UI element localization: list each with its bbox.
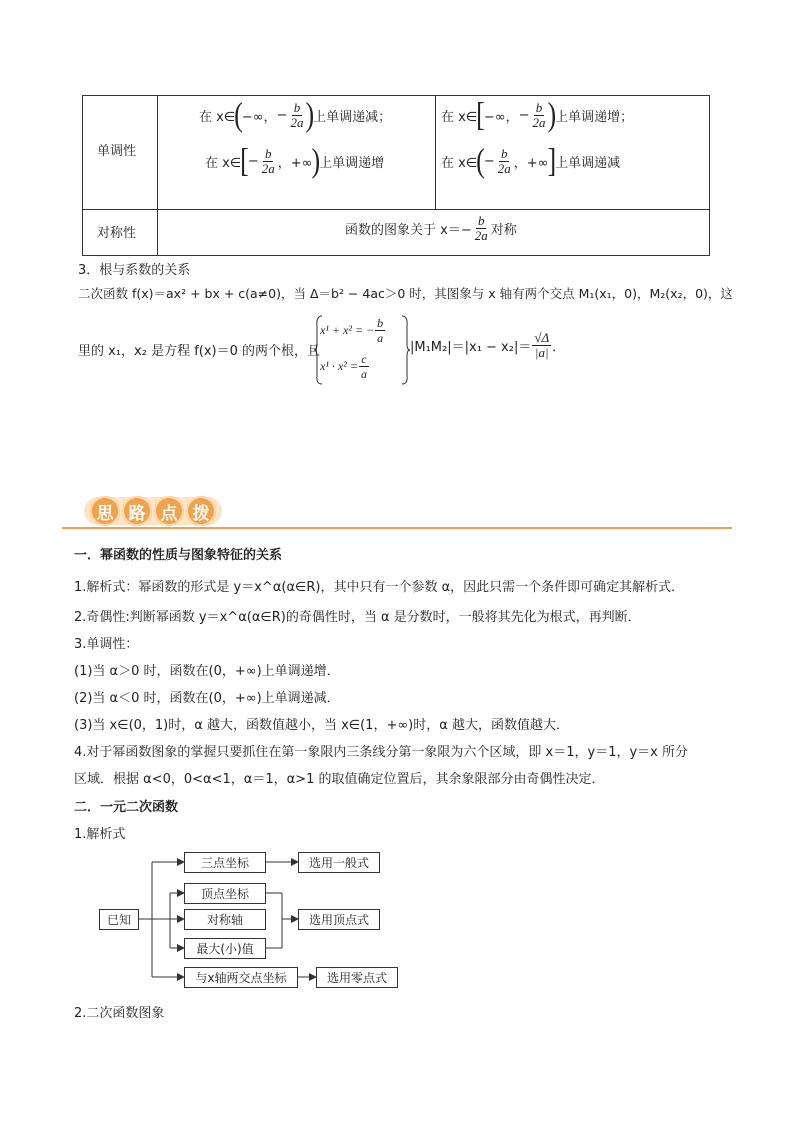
minus-sign: − bbox=[483, 153, 495, 169]
part1-p3c: (3)当 x∈(0，1)时，α 越大，函数值越小，当 x∈(1，+∞)时，α 越大，函数值越大． bbox=[74, 718, 569, 733]
part1-p3a: (1)当 α＞0 时，函数在(0，+∞)上单调递增． bbox=[74, 664, 340, 679]
section3-line2-prefix: 里的 x₁，x₂ 是方程 f(x)＝0 的两个根，且 bbox=[78, 344, 321, 359]
bracket-open: [ bbox=[476, 95, 485, 134]
flow-axis: 对称轴 bbox=[184, 909, 266, 930]
symmetry-prefix: 函数的图象关于 x＝− bbox=[345, 223, 472, 238]
mono-aneg-2-prefix: 在 x∈ bbox=[441, 155, 478, 171]
mono-aneg-2-interval: ，+∞ bbox=[513, 155, 549, 171]
fraction-b-2a: $\frac{b}{2a}$ bbox=[532, 99, 546, 130]
bracket-open: ( bbox=[234, 95, 243, 134]
mono-apos-1-interval: −∞， bbox=[241, 109, 277, 125]
part2-sub2: 2.二次函数图象 bbox=[74, 1006, 165, 1021]
fraction-b-2a: $\frac{b}{2a}$ bbox=[290, 99, 304, 130]
bracket-close: ) bbox=[311, 141, 321, 180]
flow-three-points: 三点坐标 bbox=[184, 852, 266, 873]
minus-sign: − bbox=[247, 153, 259, 169]
flow-vertex: 顶点坐标 bbox=[184, 883, 266, 904]
banner-char-2: 路 bbox=[122, 496, 152, 526]
part1-p2: 2.奇偶性:判断幂函数 y＝x^α(α∈R)的奇偶性时，当 α 是分数时，一般将其先化为根式，再判断． bbox=[74, 610, 641, 625]
vieta-sum: x¹ + x² = − $\frac{b}{a}$ bbox=[320, 316, 384, 345]
distance-expr: |M₁M₂|＝|x₁ − x₂|＝ bbox=[410, 340, 532, 355]
row-label-symmetry: 对称性 bbox=[97, 226, 137, 241]
section3-line1: 二次函数 f(x)＝ax² + bx + c(a≠0)，当 Δ＝b² − 4ac＞0 时，其图象与 x 轴有两个交点 M₁(x₁，0)，M₂(x₂，0)，这 bbox=[78, 286, 733, 301]
mono-apos-1-suffix: 上单调递减； bbox=[313, 109, 392, 125]
symmetry-suffix: 对称 bbox=[490, 223, 517, 238]
part1-p1: 1.解析式：幂函数的形式是 y＝x^α(α∈R)，其中只有一个参数 α，因此只需一个条件即可确定其解析式． bbox=[74, 580, 685, 595]
mono-aneg-2-suffix: 上单调递减 bbox=[555, 155, 621, 171]
bracket-close: ] bbox=[547, 141, 557, 180]
mono-aneg-1-suffix: 上单调递增； bbox=[555, 109, 634, 125]
flow-general-form: 选用一般式 bbox=[298, 852, 380, 873]
minus-sign: − bbox=[276, 107, 288, 123]
fraction-b-2a: $\frac{b}{2a}$ bbox=[261, 145, 275, 176]
minus-sign: − bbox=[518, 107, 530, 123]
part1-p4a: 4.对于幂函数图象的掌握只要抓住在第一象限内三条线分第一象限为六个区域，即 x＝1，y＝1，y＝x 所分 bbox=[74, 745, 688, 760]
bracket-open: ( bbox=[476, 141, 485, 180]
flow-known: 已知 bbox=[99, 909, 139, 930]
banner-char-3: 点 bbox=[154, 496, 184, 526]
mono-aneg-1-prefix: 在 x∈ bbox=[441, 109, 478, 125]
row-label-monotonic: 单调性 bbox=[97, 144, 137, 159]
bracket-close: ) bbox=[305, 95, 315, 134]
flow-zero-form: 选用零点式 bbox=[316, 967, 398, 988]
flow-vertex-form: 选用顶点式 bbox=[298, 909, 380, 930]
part1-p3b: (2)当 α＜0 时，函数在(0，+∞)上单调递减． bbox=[74, 691, 340, 706]
mono-apos-2-suffix: 上单调递增 bbox=[319, 155, 385, 171]
part2-sub1: 1.解析式 bbox=[74, 827, 126, 842]
mono-aneg-1-interval: −∞， bbox=[483, 109, 519, 125]
fraction-b-2a: $\frac{b}{2a}$ bbox=[497, 145, 511, 176]
part1-heading: 一．幂函数的性质与图象特征的关系 bbox=[74, 548, 283, 563]
vieta-product: x¹ · x² = $\frac{c}{a}$ bbox=[320, 352, 367, 381]
mono-apos-2-interval: ，+∞ bbox=[277, 155, 313, 171]
bracket-open: [ bbox=[240, 141, 249, 180]
fraction-sqrt-delta: $\frac{√\Delta}{|a|}$ bbox=[534, 330, 550, 360]
banner-char-1: 思 bbox=[90, 496, 120, 526]
banner-char-4: 拨 bbox=[186, 496, 216, 526]
period: ． bbox=[552, 340, 566, 355]
mono-apos-1-prefix: 在 x∈ bbox=[199, 109, 236, 125]
part1-p4b: 区域．根据 α<0，0<α<1，α＝1，α>1 的取值确定位置后，其余象限部分由奇偶性决定． bbox=[74, 772, 605, 787]
fraction-b-2a: $\frac{b}{2a}$ bbox=[474, 213, 488, 243]
part1-p3: 3.单调性： bbox=[74, 637, 139, 652]
mono-apos-2-prefix: 在 x∈ bbox=[205, 155, 242, 171]
part2-heading: 二．一元二次函数 bbox=[74, 800, 179, 815]
flow-max-min: 最大(小)值 bbox=[184, 938, 266, 959]
bracket-close: ) bbox=[547, 95, 557, 134]
flow-x-intercepts: 与x轴两交点坐标 bbox=[184, 967, 298, 988]
section3-heading: 3．根与系数的关系 bbox=[78, 263, 191, 278]
